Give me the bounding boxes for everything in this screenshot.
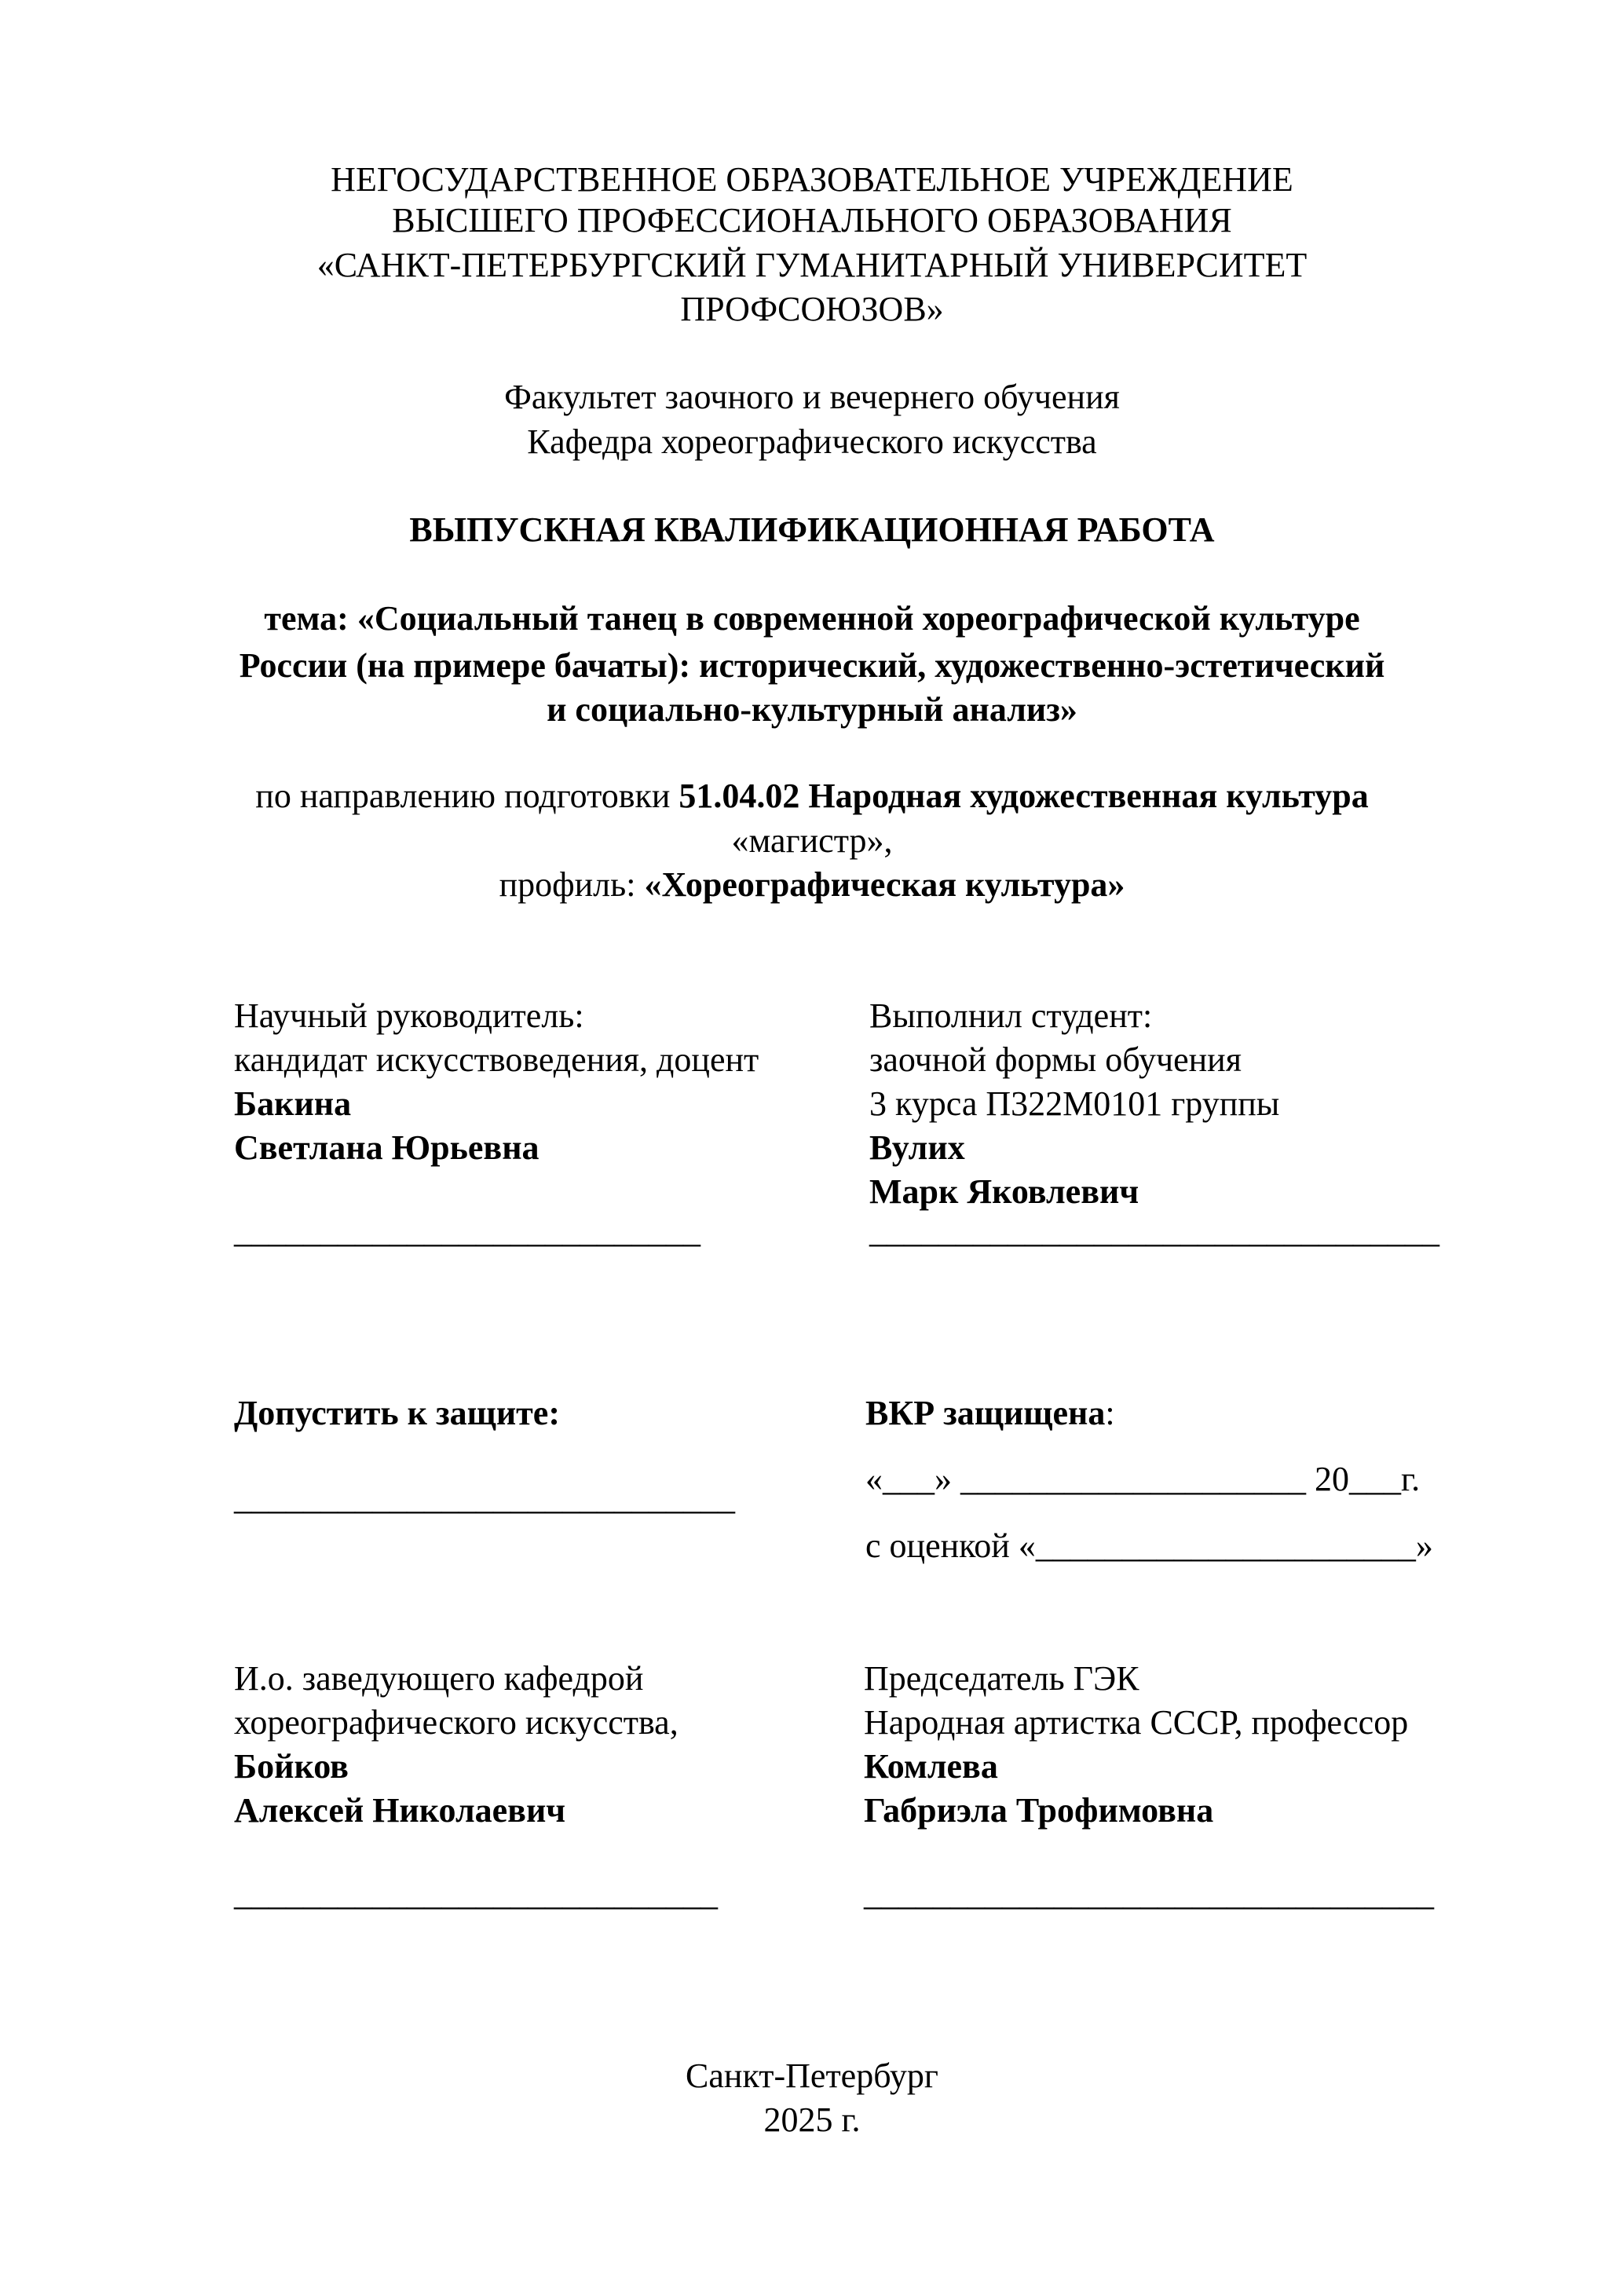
head-title: И.о. заведующего кафедрой [234,1659,644,1698]
profile-line [0,863,1624,907]
header-line-2: ВЫСШЕГО ПРОФЕССИОНАЛЬНОГО ОБРАЗОВАНИЯ [392,201,1232,239]
direction-prefix: по направлению подготовки [255,777,679,815]
profile-prefix: профиль: [499,865,645,904]
year: 2025 г. [763,2100,861,2139]
student-surname: Вулих [869,1128,965,1167]
direction-code: 51.04.02 Народная художественная культура [678,777,1369,815]
defended-line [865,1391,1115,1435]
profile: «Хореографическая культура» [644,865,1125,904]
supervisor-surname: Бакина [234,1084,352,1123]
head-signature-line: ____________________________ [234,1874,718,1913]
supervisor-rank: кандидат искусствоведения, доцент [234,1040,759,1079]
header-line-1: НЕГОСУДАРСТВЕННОЕ ОБРАЗОВАТЕЛЬНОЕ УЧРЕЖДЕНИЕ [331,160,1293,199]
student-form: заочной формы обучения [869,1040,1242,1079]
header-line-4: ПРОФСОЮЗОВ» [680,290,944,328]
work-type: ВЫПУСКНАЯ КВАЛИФИКАЦИОННАЯ РАБОТА [409,510,1215,549]
student-title: Выполнил студент: [869,996,1153,1035]
department: Кафедра хореографического искусства [527,422,1097,461]
chair-surname: Комлева [864,1747,998,1786]
chair-signature-line: _________________________________ [864,1874,1434,1913]
defense-date: «___» ____________________ 20___г. [865,1460,1421,1498]
topic-line-2: России (на примере бачаты): исторический, художественно-эстетический [239,646,1385,685]
chair-name: Габриэла Трофимовна [864,1791,1214,1830]
student-signature-line: _________________________________ [869,1212,1439,1250]
degree: «магистр», [731,821,893,860]
head-dept: хореографического искусства, [234,1703,678,1742]
defense-grade: с оценкой «______________________» [865,1526,1433,1565]
topic-line-1: тема: «Социальный танец в современной хореографической культуре [264,599,1360,638]
chair-rank: Народная артистка СССР, профессор [864,1703,1409,1742]
student-group: 3 курса П322М0101 группы [869,1084,1280,1123]
defended-label: ВКР защищена [865,1394,1106,1432]
head-surname: Бойков [234,1747,349,1786]
faculty: Факультет заочного и вечернего обучения [504,378,1120,416]
header-line-3: «САНКТ-ПЕТЕРБУРГСКИЙ ГУМАНИТАРНЫЙ УНИВЕРСИТЕТ [316,246,1308,284]
admit-signature-line: _____________________________ [234,1479,735,1517]
head-name: Алексей Николаевич [234,1791,566,1830]
city: Санкт-Петербург [686,2057,938,2095]
student-name: Марк Яковлевич [869,1172,1139,1211]
topic-line-3: и социально-культурный анализ» [547,690,1077,729]
admit-label: Допустить к защите: [234,1394,560,1432]
supervisor-signature-line: ___________________________ [234,1212,700,1250]
direction-line [0,774,1624,818]
supervisor-title: Научный руководитель: [234,996,584,1035]
defended-colon: : [1105,1394,1115,1432]
chair-title: Председатель ГЭК [864,1659,1139,1698]
supervisor-name: Светлана Юрьевна [234,1128,540,1167]
